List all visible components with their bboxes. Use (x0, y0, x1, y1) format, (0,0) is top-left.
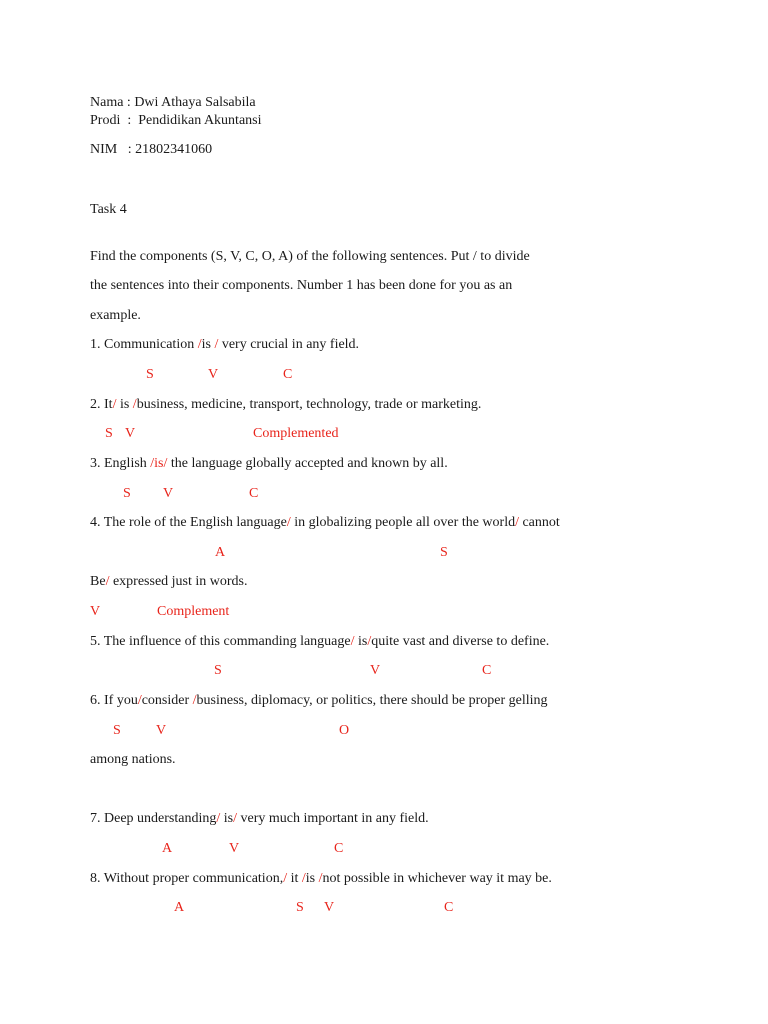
divider: / (283, 871, 288, 886)
label-subject: S (123, 486, 131, 501)
label-verb: V (125, 426, 136, 441)
sentence-segment: expressed just in words. (109, 574, 248, 589)
sentence-segment: is (220, 811, 234, 826)
sentence-segment: 7. Deep understanding (90, 811, 217, 826)
sentence-3 (90, 456, 448, 472)
sentence-6-line-1 (90, 693, 548, 709)
label-object: O (339, 723, 350, 738)
sentence-1 (90, 337, 359, 353)
label-complement: C (444, 900, 454, 915)
divider: / (515, 515, 519, 530)
instruction-line-1: Find the components (S, V, C, O, A) of the following sentences. Put / to divide (90, 249, 530, 264)
sentence-4-line-1 (90, 515, 560, 531)
sentence-segment: in globalizing people all over the world (290, 515, 516, 530)
task-title: Task 4 (90, 202, 127, 217)
label-verb: V (229, 841, 240, 856)
label-subject: S (214, 663, 222, 678)
sentence-8 (90, 871, 552, 887)
divider: / (214, 337, 219, 352)
sentence-segment: is (305, 871, 319, 886)
sentence-6-line-2: among nations. (90, 752, 176, 767)
sentence-segment: 5. The influence of this commanding language (90, 634, 351, 649)
sentence-segment: very crucial in any field. (218, 337, 360, 352)
divider: / (233, 811, 237, 826)
label-complement: Complemented (253, 426, 339, 441)
label-verb: V (324, 900, 335, 915)
label-verb: V (90, 604, 101, 619)
divider: / (163, 456, 168, 471)
sentence-segment: consider (141, 693, 193, 708)
student-name: Nama : Dwi Athaya Salsabila (90, 95, 256, 110)
sentence-segment: the language globally accepted and known by all. (167, 456, 448, 471)
label-subject: S (113, 723, 121, 738)
divider: / (137, 693, 142, 708)
sentence-segment: business, diplomacy, or politics, there should be proper gelling (196, 693, 548, 708)
instruction-line-3: example. (90, 308, 141, 323)
sentence-segment: 8. Without proper communication, (90, 871, 284, 886)
label-subject: S (146, 367, 154, 382)
sentence-segment: 2. It (90, 397, 113, 412)
sentence-segment: quite vast and diverse to define. (371, 634, 550, 649)
sentence-segment: business, medicine, transport, technology, trade or marketing. (136, 397, 482, 412)
sentence-5 (90, 634, 549, 650)
divider: / (197, 337, 202, 352)
label-complement: C (283, 367, 293, 382)
divider: / (192, 693, 197, 708)
instruction-line-2: the sentences into their components. Number 1 has been done for you as an (90, 278, 513, 293)
sentence-7 (90, 811, 429, 827)
label-adverbial: A (174, 900, 185, 915)
sentence-segment: very much important in any field. (236, 811, 429, 826)
sentence-segment: 6. If you (90, 693, 138, 708)
sentence-segment: cannot (518, 515, 560, 530)
label-subject: S (296, 900, 304, 915)
label-complement: C (334, 841, 344, 856)
divider: / (105, 574, 110, 589)
divider: / (367, 634, 372, 649)
divider: / (150, 456, 155, 471)
student-id: NIM : 21802341060 (90, 142, 213, 157)
sentence-segment: 3. English (90, 456, 151, 471)
label-adverbial: A (215, 545, 226, 560)
sentence-segment: it (287, 871, 302, 886)
divider: / (286, 515, 291, 530)
sentence-2 (90, 397, 481, 413)
sentence-segment: 1. Communication (90, 337, 198, 352)
label-verb: V (208, 367, 219, 382)
sentence-segment: is (154, 456, 164, 471)
divider: / (112, 397, 117, 412)
sentence-segment: is (201, 337, 215, 352)
label-complement: C (482, 663, 492, 678)
divider: / (216, 811, 221, 826)
sentence-segment: is (354, 634, 368, 649)
label-complement: C (249, 486, 259, 501)
divider: / (132, 397, 137, 412)
sentence-segment: Be (90, 574, 106, 589)
divider: / (301, 871, 306, 886)
study-program: Prodi : Pendidikan Akuntansi (90, 113, 262, 128)
sentence-segment: 4. The role of the English language (90, 515, 287, 530)
label-verb: V (370, 663, 381, 678)
label-verb: V (163, 486, 174, 501)
label-subject: S (105, 426, 113, 441)
divider: / (350, 634, 355, 649)
sentence-4-line-2 (90, 574, 248, 590)
sentence-segment: not possible in whichever way it may be. (322, 871, 552, 886)
sentence-segment: is (116, 397, 133, 412)
label-verb: V (156, 723, 167, 738)
divider: / (318, 871, 323, 886)
label-adverbial: A (162, 841, 173, 856)
label-subject: S (440, 545, 448, 560)
label-complement: Complement (157, 604, 230, 619)
